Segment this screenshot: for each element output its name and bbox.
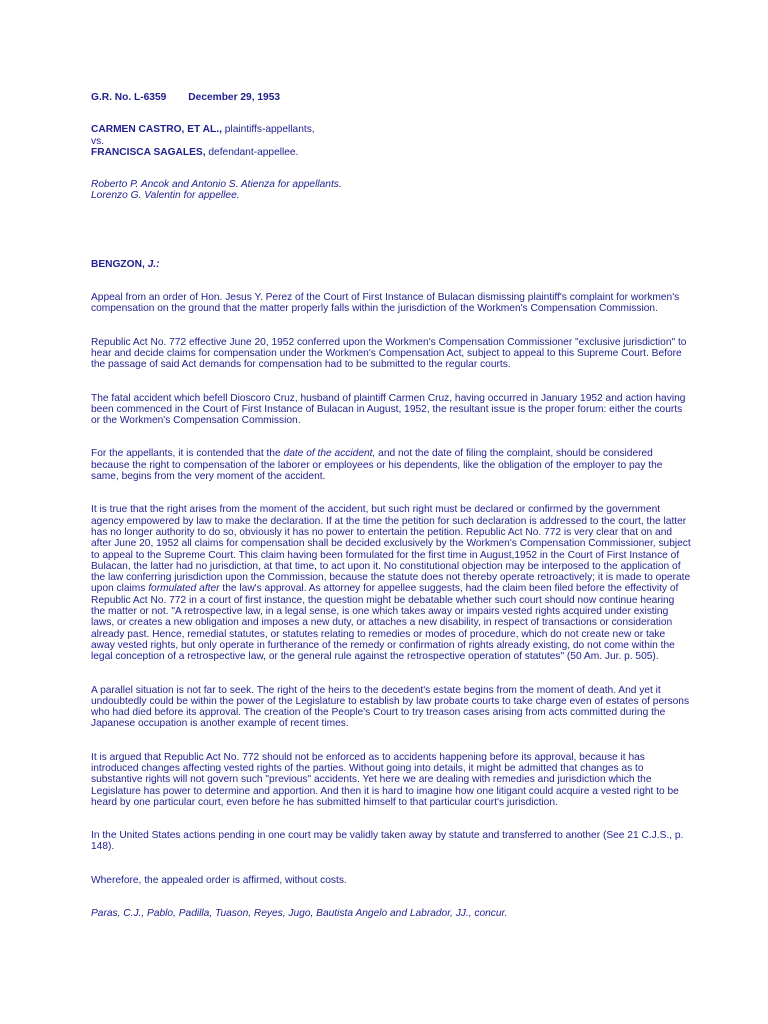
paragraph-5-emphasis: formulated after [148, 583, 220, 595]
paragraph-1: Appeal from an order of Hon. Jesus Y. Perez of the Court of First Instance of Bulacan dismissing plaintiff's complaint for workmen's compensation on the ground that the matter properly falls within the jurisdiction of the Workmen's Compensation Commission. [91, 292, 680, 315]
case-number: G.R. No. L-6359 [91, 92, 167, 103]
case-date: December 29, 1953 [188, 92, 281, 103]
plaintiff-role: plaintiffs-appellants, [221, 124, 315, 136]
paragraph-4-a: For the appellants, it is contended that the [91, 448, 284, 460]
plaintiff-line [91, 124, 691, 135]
paragraph-5-a: It is true that the right arises from the moment of the accident, but such right must be declared or confirmed by the government agency empowered by law to make the declaration. If at the time the petition for such declaration is addressed to the court, the latter has no longer authority to do so, obviously it has no power to entertain the petition. Republic Act No. 772 is very clear that on and after June 20, 1952 all claims for compensation shall be decided exclusively by the Workmen's Compensation Commissioner, subject to appeal to the Supreme Court. This claim having been formulated for the first time in August,1952 in the Court of First Instance of Bulacan, the latter had no jurisdiction, at that time, to act upon it. No constitutional objection may be interposed to the application of the law conferring jurisdiction upon the Commission, because the statute does not thereby operate retroactively; it is made to operate upon claims [91, 504, 691, 595]
plaintiff-name: CARMEN CASTRO, ET AL., [91, 124, 222, 136]
concurrence: Paras, C.J., Pablo, Padilla, Tuason, Reyes, Jugo, Bautista Angelo and Labrador, JJ., concur. [91, 908, 508, 920]
paragraph-9: Wherefore, the appealed order is affirmed, without costs. [91, 874, 347, 886]
ponente-suffix: J.: [147, 258, 160, 270]
ponente [91, 259, 691, 270]
defendant-role: defendant-appellee. [205, 146, 299, 158]
paragraph-8: In the United States actions pending in one court may be validly taken away by statute and transferred to another (See 21 C.J.S., p. 148). [91, 830, 684, 853]
counsel-block [91, 179, 691, 202]
defendant-name: FRANCISCA SAGALES, [91, 146, 206, 158]
paragraph-4 [91, 448, 691, 482]
decision-document [91, 92, 691, 919]
ponente-name: BENGZON, [91, 258, 148, 270]
case-header [91, 92, 691, 103]
defendant-line [91, 147, 691, 158]
paragraph-4-c: and not the date of filing the complaint, should be considered because the right to compensation of the laborer or employees or his dependents, like the obligation of the employer to pay the same, begins from the very moment of the accident. [91, 448, 663, 483]
paragraph-5 [91, 504, 691, 662]
counsel-appellee: Lorenzo G. Valentin for appellee. [91, 190, 240, 202]
paragraph-5-c: the law's approval. As attorney for appellee suggests, had the claim been filed before the effectivity of Republic Act No. 772 in a court of first instance, the question might be debatable whether such court should now continue hearing the matter or not. "A retrospective law, in a legal sense, is one which takes away or impairs vested rights acquired under existing laws, or creates a new obligation and imposes a new duty, or attaches a new disability, in respect of transactions or consideration already past. Hence, remedial statutes, or statutes relating to remedies or modes of procedure, which do not create new or take away vested rights, but only operate in furtherance of the remedy or confirmation of rights already existing, do not come within the legal conception of a retrospective law, or the general rule against the retrospective operation of statutes" (50 Am. Jur. p. 505). [91, 583, 679, 663]
paragraph-6: A parallel situation is not far to seek. The right of the heirs to the decedent's estate begins from the moment of death. And yet it undoubtedly could be within the power of the Legislature to establish by law probate courts to take charge even of estates of persons who had died before its approval. The creation of the People's Court to try treason cases arising from acts committed during the Japanese occupation is another example of recent times. [91, 684, 690, 730]
paragraph-3: The fatal accident which befell Dioscoro Cruz, husband of plaintiff Carmen Cruz, having occurred in January 1952 and action having been commenced in the Court of First Instance of Bulacan in August, 1952, the resultant issue is the proper forum: either the courts or the Workmen's Compensation Commission. [91, 392, 686, 427]
parties-block [91, 124, 691, 158]
paragraph-7: It is argued that Republic Act No. 772 should not be enforced as to accidents happening before its approval, because it has introduced changes affecting vested rights of the parties. Without going into details, it might be admitted that changes as to substantive rights will not govern such "previous" accidents. Yet here we are dealing with remedies and jurisdiction which the Legislature has power to determine and apportion. And then it is hard to imagine how one litigant could acquire a vested right to be heard by one particular court, even before he has submitted himself to that particular court's jurisdiction. [91, 751, 679, 808]
versus: vs. [91, 135, 105, 147]
paragraph-2: Republic Act No. 772 effective June 20, 1952 conferred upon the Workmen's Compensation Commissioner "exclusive jurisdiction" to hear and decide claims for compensation under the Workmen's Compensation Act, subject to appeal to this Supreme Court. Before the passage of said Act demands for compensation had to be submitted to the regular courts. [91, 336, 687, 371]
paragraph-4-emphasis: date of the accident, [283, 448, 376, 460]
counsel-appellants: Roberto P. Ancok and Antonio S. Atienza for appellants. [91, 179, 342, 191]
